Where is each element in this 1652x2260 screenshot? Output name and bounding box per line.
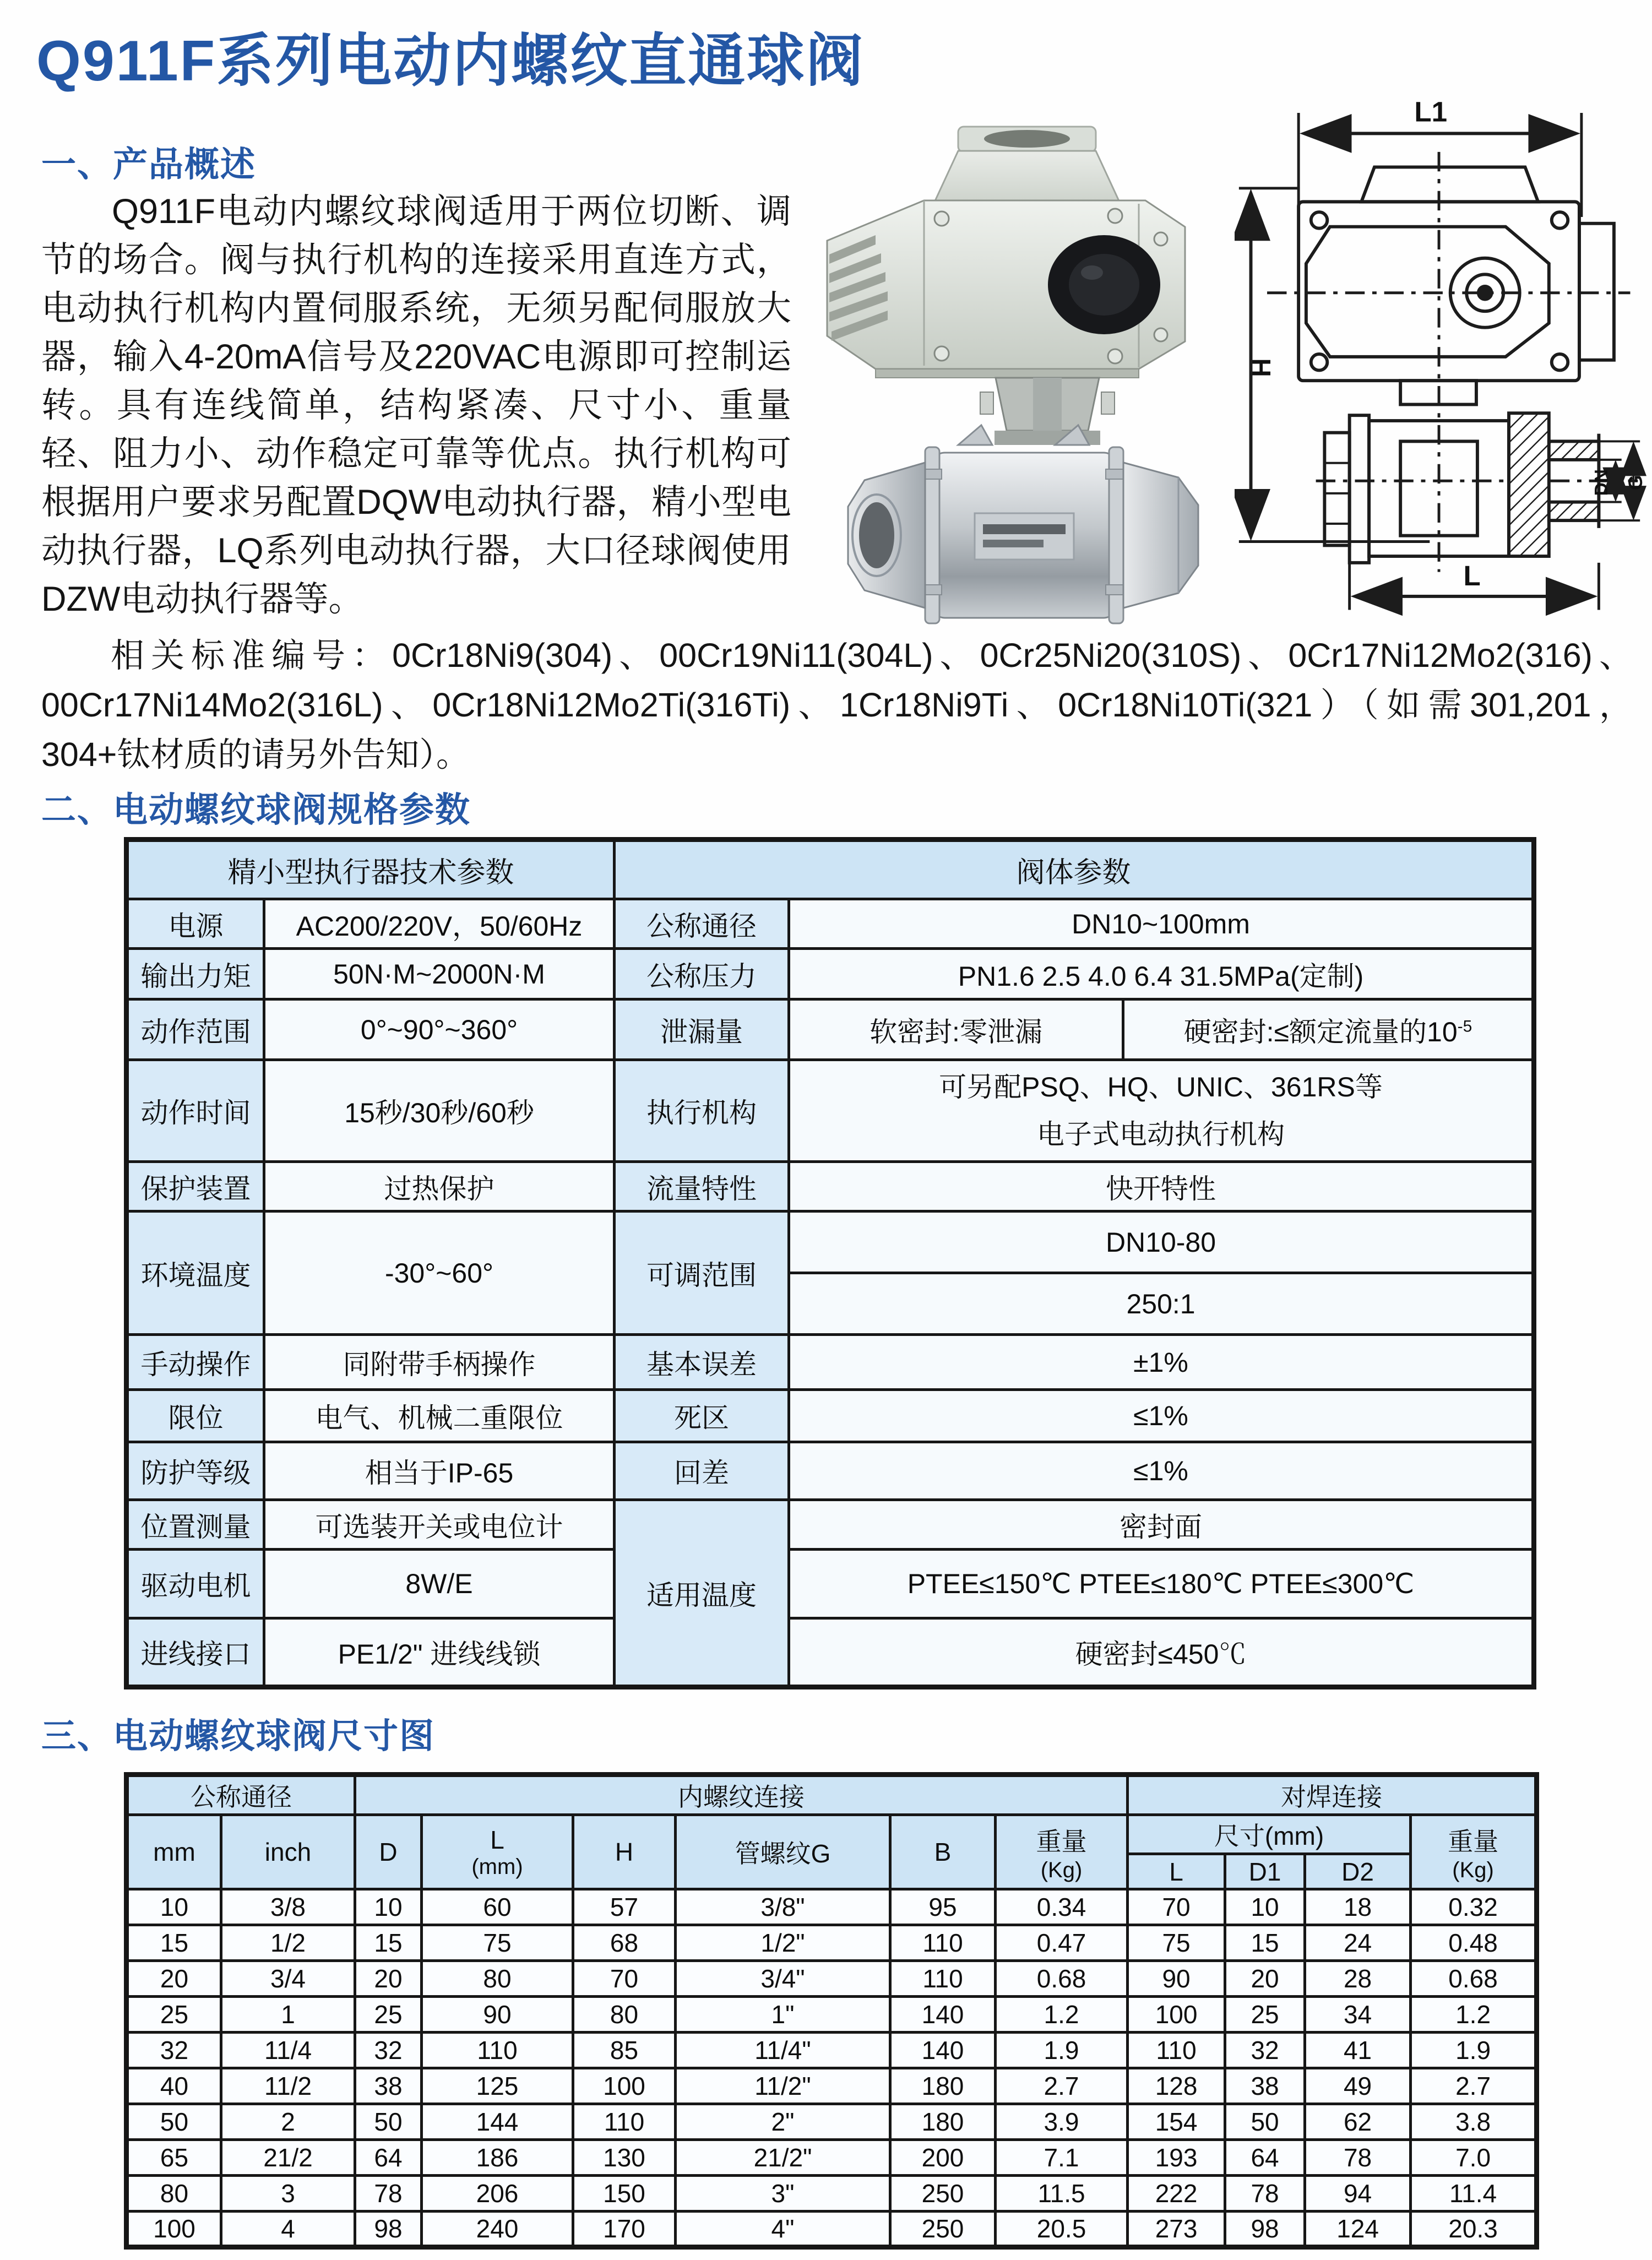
spec-label: 限位 <box>127 1390 264 1442</box>
spec-label: 手动操作 <box>127 1335 264 1390</box>
spec-value: 15秒/30秒/60秒 <box>264 1060 615 1162</box>
dim-cell: 15 <box>127 1925 221 1961</box>
spec-value <box>1123 999 1534 1060</box>
dim-cell: 64 <box>1225 2140 1305 2176</box>
dim-cell: 85 <box>573 2033 676 2068</box>
spec-value: AC200/220V，50/60Hz <box>264 899 615 949</box>
dim-label-l1: L1 <box>1414 96 1448 128</box>
spec-value: DN10-80 <box>789 1212 1534 1273</box>
spec-label: 公称通径 <box>615 899 789 949</box>
spec-value: 电气、机械二重限位 <box>264 1390 615 1442</box>
dim-cell: 95 <box>890 1889 996 1925</box>
dim-label-dn: DN <box>1591 469 1612 496</box>
dim-cell: 20 <box>1225 1961 1305 1997</box>
dim-header-weight2: 重量 (Kg) <box>1411 1815 1537 1889</box>
dim-cell: 7.0 <box>1411 2140 1537 2176</box>
dim-row <box>127 1961 1537 1997</box>
dim-cell: 2" <box>676 2104 890 2140</box>
dim-cell: 7.1 <box>996 2140 1128 2176</box>
dim-cell: 38 <box>355 2068 422 2104</box>
dim-label-g: G <box>1624 475 1646 490</box>
spec-row <box>127 1442 1534 1500</box>
dim-header-row <box>127 1775 1537 1815</box>
dim-cell: 11/4" <box>676 2033 890 2068</box>
spec-label: 基本误差 <box>615 1335 789 1390</box>
dim-cell: 140 <box>890 2033 996 2068</box>
actuator-option-line2: 电子式电动执行机构 <box>1037 1119 1285 1150</box>
dim-cell: 1.9 <box>996 2033 1128 2068</box>
spec-row <box>127 1500 1534 1550</box>
dim-cell: 140 <box>890 1997 996 2033</box>
page-title: Q911F系列电动内螺纹直通球阀 <box>36 29 865 93</box>
spec-header-left: 精小型执行器技术参数 <box>127 840 615 899</box>
dim-cell: 0.47 <box>996 1925 1128 1961</box>
spec-label: 位置测量 <box>127 1500 264 1550</box>
dim-cell: 100 <box>127 2212 221 2247</box>
dim-cell: 0.48 <box>1411 1925 1537 1961</box>
dim-cell: 128 <box>1128 2068 1225 2104</box>
spec-header-row <box>127 840 1534 899</box>
spec-row <box>127 1212 1534 1273</box>
dim-cell: 180 <box>890 2068 996 2104</box>
spec-value: ±1% <box>789 1335 1534 1390</box>
dim-cell: 240 <box>422 2212 573 2247</box>
dim-header-d1: D1 <box>1225 1854 1305 1889</box>
dimension-table <box>124 1772 1539 2250</box>
spec-label: 回差 <box>615 1442 789 1500</box>
dim-cell: 100 <box>573 2068 676 2104</box>
section-heading-overview: 一、产品概述 <box>41 145 256 184</box>
dim-cell: 1.9 <box>1411 2033 1537 2068</box>
dim-cell: 144 <box>422 2104 573 2140</box>
dim-cell: 10 <box>1225 1889 1305 1925</box>
dim-cell: 11/2 <box>221 2068 355 2104</box>
dim-cell: 4 <box>221 2212 355 2247</box>
dim-cell: 75 <box>1128 1925 1225 1961</box>
spec-label: 适用温度 <box>615 1500 789 1687</box>
dim-header-d: D <box>355 1815 422 1889</box>
spec-value <box>789 1060 1534 1162</box>
dim-cell: 3.8 <box>1411 2104 1537 2140</box>
dim-cell: 3/8 <box>221 1889 355 1925</box>
dim-cell: 80 <box>573 1997 676 2033</box>
dim-cell: 94 <box>1305 2176 1411 2212</box>
spec-label: 保护装置 <box>127 1162 264 1212</box>
dim-cell: 20 <box>127 1961 221 1997</box>
spec-row <box>127 949 1534 999</box>
dim-cell: 25 <box>355 1997 422 2033</box>
valve-photo-illustration <box>793 117 1228 626</box>
spec-label: 防护等级 <box>127 1442 264 1500</box>
dim-cell: 18 <box>1305 1889 1411 1925</box>
spec-value: PTEE≤150℃ PTEE≤180℃ PTEE≤300℃ <box>789 1550 1534 1618</box>
spec-header-right: 阀体参数 <box>615 840 1534 899</box>
dim-cell: 11.4 <box>1411 2176 1537 2212</box>
dim-row <box>127 2033 1537 2068</box>
dim-cell: 125 <box>422 2068 573 2104</box>
dim-cell: 154 <box>1128 2104 1225 2140</box>
dim-cell: 11/2" <box>676 2068 890 2104</box>
spec-label: 执行机构 <box>615 1060 789 1162</box>
dim-cell: 32 <box>355 2033 422 2068</box>
dim-cell: 1" <box>676 1997 890 2033</box>
dim-cell: 15 <box>355 1925 422 1961</box>
dim-cell: 250 <box>890 2212 996 2247</box>
dim-cell: 28 <box>1305 1961 1411 1997</box>
dim-cell: 98 <box>1225 2212 1305 2247</box>
dim-header-row <box>127 1815 1537 1854</box>
dim-cell: 110 <box>573 2104 676 2140</box>
dimension-drawing <box>1235 77 1646 628</box>
dim-cell: 38 <box>1225 2068 1305 2104</box>
spec-value: 软密封:零泄漏 <box>789 999 1123 1060</box>
dim-cell: 20.5 <box>996 2212 1128 2247</box>
spec-value: ≤1% <box>789 1390 1534 1442</box>
dim-cell: 70 <box>573 1961 676 1997</box>
dim-header-h: H <box>573 1815 676 1889</box>
dim-cell: 110 <box>890 1925 996 1961</box>
dim-cell: 80 <box>422 1961 573 1997</box>
dim-cell: 11/4 <box>221 2033 355 2068</box>
spec-label: 动作范围 <box>127 999 264 1060</box>
dim-cell: 20.3 <box>1411 2212 1537 2247</box>
dim-cell: 60 <box>422 1889 573 1925</box>
dim-cell: 10 <box>355 1889 422 1925</box>
dim-cell: 15 <box>1225 1925 1305 1961</box>
dim-cell: 34 <box>1305 1997 1411 2033</box>
spec-label: 公称压力 <box>615 949 789 999</box>
spec-row <box>127 1335 1534 1390</box>
dim-cell: 32 <box>1225 2033 1305 2068</box>
dim-cell: 2 <box>221 2104 355 2140</box>
spec-label: 动作时间 <box>127 1060 264 1162</box>
dim-row <box>127 1925 1537 1961</box>
spec-row <box>127 1060 1534 1162</box>
dim-cell: 40 <box>127 2068 221 2104</box>
dim-cell: 75 <box>422 1925 573 1961</box>
dim-cell: 110 <box>890 1961 996 1997</box>
dim-cell: 110 <box>422 2033 573 2068</box>
leak-hard-text: 硬密封:≤额定流量的10 <box>1183 1016 1458 1047</box>
spec-value: -30°~60° <box>264 1212 615 1335</box>
dim-cell: 3/4" <box>676 1961 890 1997</box>
dim-header-size: 尺寸(mm) <box>1128 1815 1411 1854</box>
dim-header-g: 管螺纹G <box>676 1815 890 1889</box>
dim-cell: 3/4 <box>221 1961 355 1997</box>
dim-row <box>127 2068 1537 2104</box>
dim-cell: 68 <box>573 1925 676 1961</box>
dim-cell: 50 <box>1225 2104 1305 2140</box>
spec-value: 0°~90°~360° <box>264 999 615 1060</box>
dim-header-weld: 对焊连接 <box>1128 1775 1537 1815</box>
leak-hard-superscript: -5 <box>1457 1017 1472 1035</box>
dim-row <box>127 2176 1537 2212</box>
spec-label: 环境温度 <box>127 1212 264 1335</box>
dim-cell: 62 <box>1305 2104 1411 2140</box>
dim-cell: 273 <box>1128 2212 1225 2247</box>
dim-cell: 20 <box>355 1961 422 1997</box>
dim-row <box>127 1889 1537 1925</box>
dim-cell: 124 <box>1305 2212 1411 2247</box>
spec-value: 快开特性 <box>789 1162 1534 1212</box>
dim-cell: 250 <box>890 2176 996 2212</box>
dim-header-nominal: 公称通径 <box>127 1775 355 1815</box>
dim-cell: 3" <box>676 2176 890 2212</box>
standards-paragraph: 相关标准编号：0Cr18Ni9(304)、00Cr19Ni11(304L)、0Cr25Ni20(310S)、0Cr17Ni12Mo2(316)、00Cr17Ni14Mo2(316L)、0Cr18Ni12Mo2Ti(316Ti)、1Cr18Ni9Ti、0Cr18Ni10Ti(321）（如需301,201，304+钛材质的请另外告知）。 <box>41 637 1633 773</box>
dim-cell: 193 <box>1128 2140 1225 2176</box>
dim-cell: 130 <box>573 2140 676 2176</box>
product-photo <box>793 117 1228 626</box>
dim-cell: 50 <box>355 2104 422 2140</box>
section-heading-spec: 二、电动螺纹球阀规格参数 <box>41 791 471 829</box>
dim-cell: 2.7 <box>1411 2068 1537 2104</box>
dim-row <box>127 2140 1537 2176</box>
dim-cell: 2.7 <box>996 2068 1128 2104</box>
dim-cell: 90 <box>422 1997 573 2033</box>
dim-row <box>127 1997 1537 2033</box>
dim-cell: 150 <box>573 2176 676 2212</box>
spec-label: 电源 <box>127 899 264 949</box>
dim-cell: 222 <box>1128 2176 1225 2212</box>
dim-cell: 3 <box>221 2176 355 2212</box>
spec-value: PE1/2" 进线线锁 <box>264 1618 615 1687</box>
dim-cell: 1.2 <box>1411 1997 1537 2033</box>
spec-row <box>127 1162 1534 1212</box>
dim-cell: 24 <box>1305 1925 1411 1961</box>
spec-table <box>124 837 1536 1689</box>
spec-label: 输出力矩 <box>127 949 264 999</box>
dim-cell: 200 <box>890 2140 996 2176</box>
spec-value: DN10~100mm <box>789 899 1534 949</box>
dim-header-d2: D2 <box>1305 1854 1411 1889</box>
spec-value: ≤1% <box>789 1442 1534 1500</box>
spec-row <box>127 899 1534 949</box>
dim-cell: 65 <box>127 2140 221 2176</box>
dim-cell: 1/2" <box>676 1925 890 1961</box>
dim-cell: 206 <box>422 2176 573 2212</box>
spec-label: 泄漏量 <box>615 999 789 1060</box>
spec-row <box>127 999 1534 1060</box>
dim-cell: 21/2" <box>676 2140 890 2176</box>
actuator-option-line1: 可另配PSQ、HQ、UNIC、361RS等 <box>939 1072 1383 1102</box>
dim-cell: 32 <box>127 2033 221 2068</box>
dim-header-l2: L <box>1128 1854 1225 1889</box>
dim-header-weight1: 重量 (Kg) <box>996 1815 1128 1889</box>
dim-cell: 186 <box>422 2140 573 2176</box>
spec-label: 流量特性 <box>615 1162 789 1212</box>
dim-row <box>127 2212 1537 2247</box>
spec-value: 同附带手柄操作 <box>264 1335 615 1390</box>
section-heading-dimensions: 三、电动螺纹球阀尺寸图 <box>41 1717 435 1756</box>
dim-label-l: L <box>1463 560 1481 592</box>
spec-label: 进线接口 <box>127 1618 264 1687</box>
spec-label: 可调范围 <box>615 1212 789 1335</box>
dim-cell: 0.68 <box>1411 1961 1537 1997</box>
dim-cell: 1.2 <box>996 1997 1128 2033</box>
spec-value: 可选装开关或电位计 <box>264 1500 615 1550</box>
dim-cell: 78 <box>1225 2176 1305 2212</box>
spec-row <box>127 1550 1534 1618</box>
spec-value: 50N·M~2000N·M <box>264 949 615 999</box>
dim-cell: 3.9 <box>996 2104 1128 2140</box>
dim-cell: 25 <box>1225 1997 1305 2033</box>
spec-value: 250:1 <box>789 1273 1534 1335</box>
dim-cell: 1/2 <box>221 1925 355 1961</box>
dim-cell: 21/2 <box>221 2140 355 2176</box>
dim-cell: 50 <box>127 2104 221 2140</box>
dim-cell: 90 <box>1128 1961 1225 1997</box>
spec-label: 驱动电机 <box>127 1550 264 1618</box>
dim-header-thread: 内螺纹连接 <box>355 1775 1128 1815</box>
dim-cell: 98 <box>355 2212 422 2247</box>
spec-value: 密封面 <box>789 1500 1534 1550</box>
spec-value: 8W/E <box>264 1550 615 1618</box>
dim-cell: 100 <box>1128 1997 1225 2033</box>
dim-cell: 80 <box>127 2176 221 2212</box>
dim-cell: 25 <box>127 1997 221 2033</box>
dim-cell: 11.5 <box>996 2176 1128 2212</box>
dim-cell: 1 <box>221 1997 355 2033</box>
dim-header-mm: mm <box>127 1815 221 1889</box>
dim-cell: 180 <box>890 2104 996 2140</box>
dim-cell: 41 <box>1305 2033 1411 2068</box>
spec-value: PN1.6 2.5 4.0 6.4 31.5MPa(定制) <box>789 949 1534 999</box>
dim-row <box>127 2104 1537 2140</box>
spec-value: 过热保护 <box>264 1162 615 1212</box>
dim-cell: 0.32 <box>1411 1889 1537 1925</box>
dim-cell: 0.34 <box>996 1889 1128 1925</box>
dim-cell: 110 <box>1128 2033 1225 2068</box>
dim-cell: 64 <box>355 2140 422 2176</box>
dim-cell: 57 <box>573 1889 676 1925</box>
dim-table-body <box>127 1889 1537 2247</box>
dim-cell: 0.68 <box>996 1961 1128 1997</box>
valve-drawing-illustration <box>1235 77 1646 628</box>
dim-cell: 4" <box>676 2212 890 2247</box>
dim-header-b: B <box>890 1815 996 1889</box>
spec-row <box>127 1390 1534 1442</box>
spec-label: 死区 <box>615 1390 789 1442</box>
dim-cell: 170 <box>573 2212 676 2247</box>
dim-cell: 3/8" <box>676 1889 890 1925</box>
overview-paragraph: Q911F电动内螺纹球阀适用于两位切断、调节的场合。阀与执行机构的连接采用直连方式，电动执行机构内置伺服系统，无须另配伺服放大器，输入4-20mA信号及220VAC电源即可控制运转。具有连线简单，结构紧凑、尺寸小、重量轻、阻力小、动作稳定可靠等优点。执行机构可根据用户要求另配置DQW电动执行器，精小型电动执行器，LQ系列电动执行器，大口径球阀使用DZW电动执行器等。 <box>41 192 791 618</box>
dim-header-l: L (mm) <box>422 1815 573 1889</box>
spec-row <box>127 1618 1534 1687</box>
dim-cell: 78 <box>1305 2140 1411 2176</box>
dim-label-h: H <box>1247 358 1276 377</box>
spec-value: 硬密封≤450℃ <box>789 1618 1534 1687</box>
dim-cell: 10 <box>127 1889 221 1925</box>
dim-cell: 49 <box>1305 2068 1411 2104</box>
dim-header-inch: inch <box>221 1815 355 1889</box>
dim-cell: 78 <box>355 2176 422 2212</box>
dim-cell: 70 <box>1128 1889 1225 1925</box>
spec-value: 相当于IP-65 <box>264 1442 615 1500</box>
